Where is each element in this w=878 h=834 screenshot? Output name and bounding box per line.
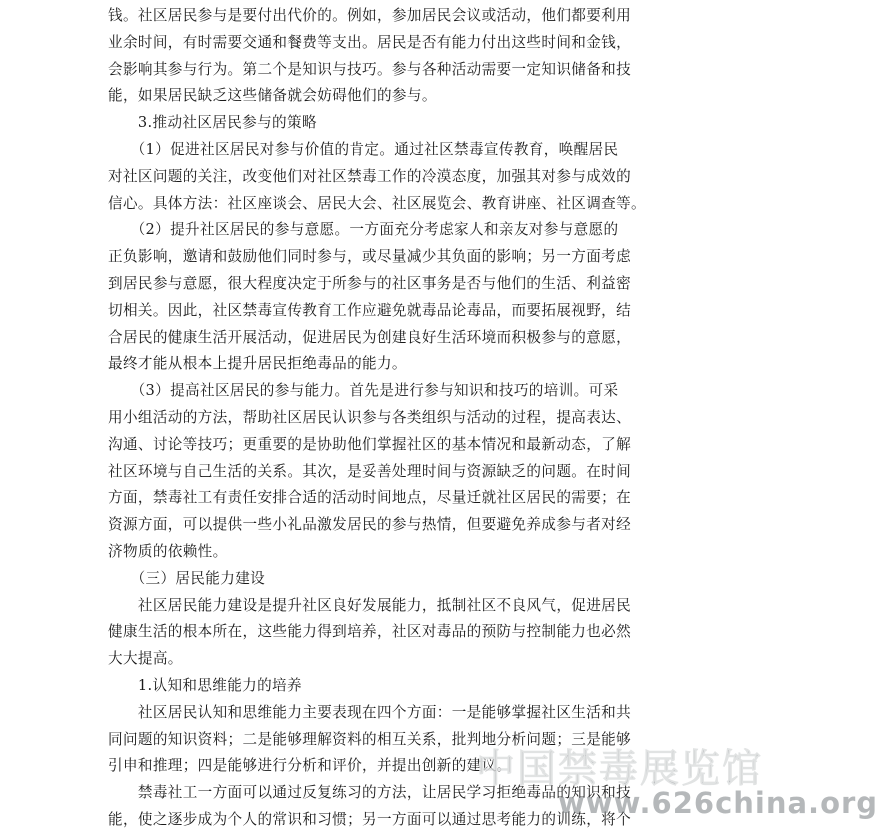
text-line: 1.认知和思维能力的培养 (108, 676, 302, 694)
text-line: 资源方面，可以提供一些小礼品激发居民的参与热情，但要避免养成参与者对经 (108, 516, 632, 534)
text-line: 大大提高。 (108, 650, 183, 668)
text-line: 会影响其参与行为。第二个是知识与技巧。参与各种活动需要一定知识储备和技 (108, 60, 632, 78)
text-line: 社区环境与自己生活的关系。其次，是妥善处理时间与资源缺乏的问题。在时间 (108, 462, 632, 480)
watermark-title: 中国禁毒展览馆 (476, 747, 764, 792)
text-line: 信心。具体方法：社区座谈会、居民大会、社区展览会、教育讲座、社区调查等。 (108, 194, 646, 212)
text-line: 禁毒社工一方面可以通过反复练习的方法，让居民学习拒绝毒品的知识和技 (108, 784, 632, 802)
text-line: 用小组活动的方法，帮助社区居民认识参与各类组织与活动的过程，提高表达、 (108, 408, 632, 426)
text-line: 3.推动社区居民参与的策略 (108, 114, 317, 132)
text-line: 到居民参与意愿，很大程度决定于所参与的社区事务是否与他们的生活、利益密 (108, 274, 632, 292)
text-line: 社区居民认知和思维能力主要表现在四个方面：一是能够掌握社区生活和共 (108, 703, 632, 721)
text-line: （2）提升社区居民的参与意愿。一方面充分考虑家人和亲友对参与意愿的 (108, 221, 619, 239)
text-line: 引申和推理；四是能够进行分析和评价，并提出创新的建议。 (108, 757, 512, 775)
text-line: 切相关。因此，社区禁毒宣传教育工作应避免就毒品论毒品，而要拓展视野，结 (108, 301, 632, 319)
watermark-url: www.626china.org (558, 786, 878, 820)
text-line: 合居民的健康生活开展活动，促进居民为创建良好生活环境而积极参与的意愿， (108, 328, 632, 346)
text-line: 业余时间，有时需要交通和餐费等支出。居民是否有能力付出这些时间和金钱， (108, 33, 632, 51)
text-line: 正负影响，邀请和鼓励他们同时参与，或尽量减少其负面的影响；另一方面考虑 (108, 248, 632, 266)
text-line: 沟通、讨论等技巧；更重要的是协助他们掌握社区的基本情况和最新动态，了解 (108, 435, 632, 453)
text-line: 能，使之逐步成为个人的常识和习惯；另一方面可以通过思考能力的训练，将个 (108, 810, 632, 828)
text-line: （3）提高社区居民的参与能力。首先是进行参与知识和技巧的培训。可采 (108, 382, 619, 400)
text-line: 社区居民能力建设是提升社区良好发展能力，抵制社区不良风气，促进居民 (108, 596, 632, 614)
text-line: 同问题的知识资料；二是能够理解资料的相互关系，批判地分析问题；三是能够 (108, 730, 632, 748)
text-line: 对社区问题的关注，改变他们对社区禁毒工作的冷漠态度，加强其对参与成效的 (108, 167, 632, 185)
text-line: 能，如果居民缺乏这些储备就会妨碍他们的参与。 (108, 87, 437, 105)
text-line: （1）促进社区居民对参与价值的肯定。通过社区禁毒宣传教育，唤醒居民 (108, 140, 619, 158)
text-line: 最终才能从根本上提升居民拒绝毒品的能力。 (108, 355, 407, 373)
text-line: 济物质的依赖性。 (108, 542, 228, 560)
text-line: （三）居民能力建设 (108, 569, 266, 587)
text-line: 钱。社区居民参与是要付出代价的。例如，参加居民会议或活动，他们都要利用 (108, 7, 632, 24)
text-line: 健康生活的根本所在，这些能力得到培养，社区对毒品的预防与控制能力也必然 (108, 623, 632, 641)
text-line: 方面，禁毒社工有责任安排合适的活动时间地点，尽量迁就社区居民的需要；在 (108, 489, 632, 507)
